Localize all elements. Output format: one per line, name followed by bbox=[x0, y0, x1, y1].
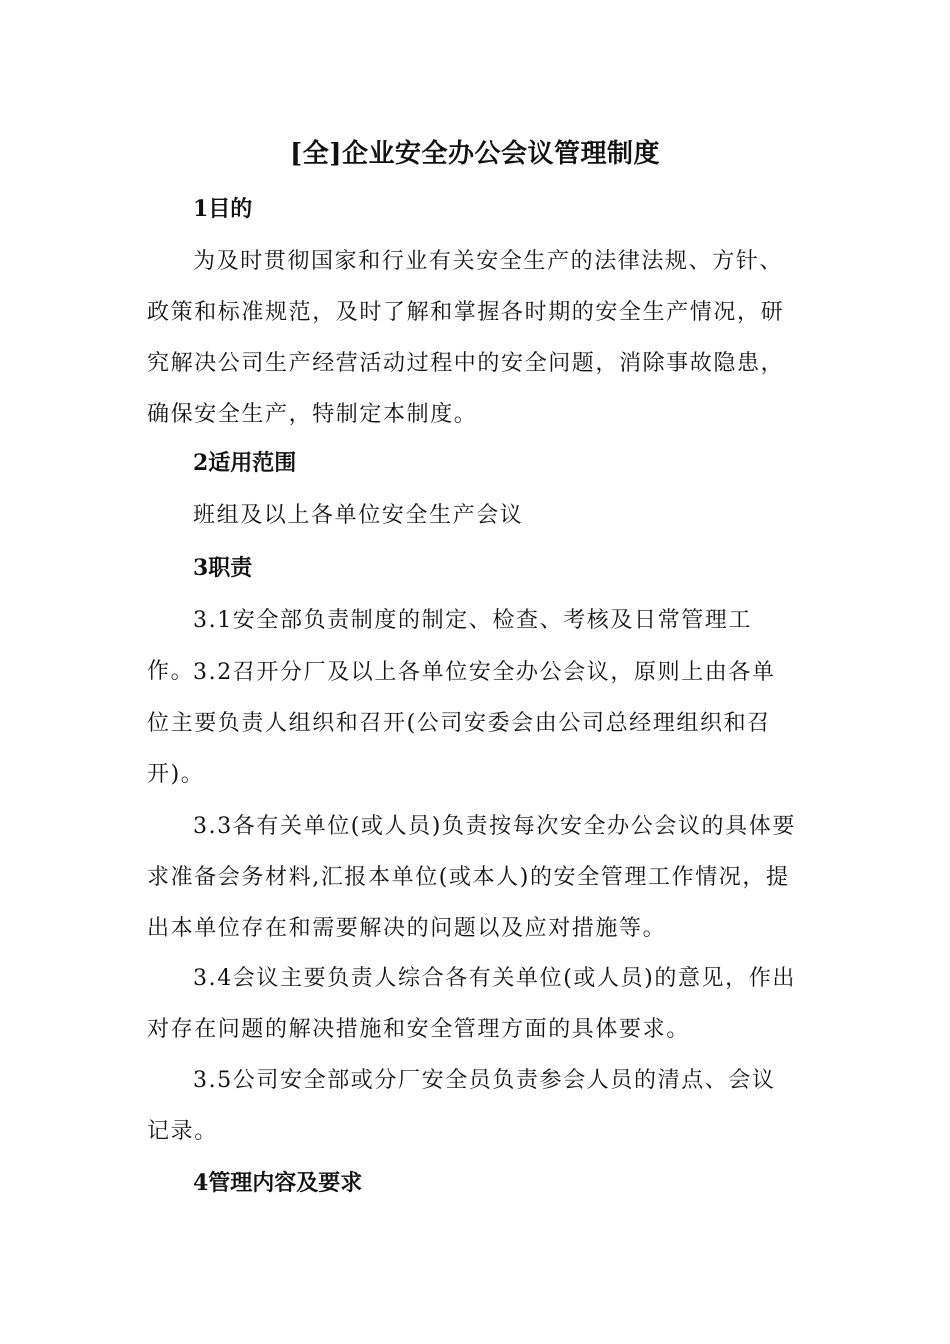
paragraph-purpose: 为及时贯彻国家和行业有关安全生产的法律法规、方针、政策和标准规范，及时了解和掌握各时期的安全生产情况，研究解决公司生产经营活动过程中的安全问题，消除事故隐患，确保安全生产，特制定本制度。 bbox=[147, 249, 785, 427]
paragraph-responsibility-3-1: 3.1安全部负责制度的制定、检查、考核及日常管理工作。 bbox=[147, 608, 752, 684]
section-heading-scope: 2适用范围 bbox=[193, 450, 297, 476]
section-heading-purpose: 1目的 bbox=[193, 196, 253, 222]
paragraph-scope: 班组及以上各单位安全生产会议 bbox=[193, 503, 524, 528]
document-title: [全]企业安全办公会议管理制度 bbox=[289, 139, 661, 169]
paragraph-responsibility-3-3: 3.3各有关单位(或人员)负责按每次安全办公会议的具体要求准备会务材料,汇报本单位(或本人)的安全管理工作情况，提出本单位存在和需要解决的问题以及应对措施等。 bbox=[147, 814, 796, 941]
paragraph-responsibility-3-5: 3.5公司安全部或分厂安全员负责参会人员的清点、会议记录。 bbox=[147, 1068, 776, 1144]
paragraph-responsibility-3-2: 3.2召开分厂及以上各单位安全办公会议，原则上由各单位主要负责人组织和召开(公司安委会由公司总经理组织和召开)。 bbox=[147, 660, 776, 787]
paragraph-responsibility-3-4: 3.4会议主要负责人综合各有关单位(或人员)的意见，作出对存在问题的解决措施和安全管理方面的具体要求。 bbox=[147, 966, 796, 1042]
section-heading-responsibilities: 3职责 bbox=[193, 555, 253, 581]
section-heading-management: 4管理内容及要求 bbox=[193, 1170, 363, 1196]
